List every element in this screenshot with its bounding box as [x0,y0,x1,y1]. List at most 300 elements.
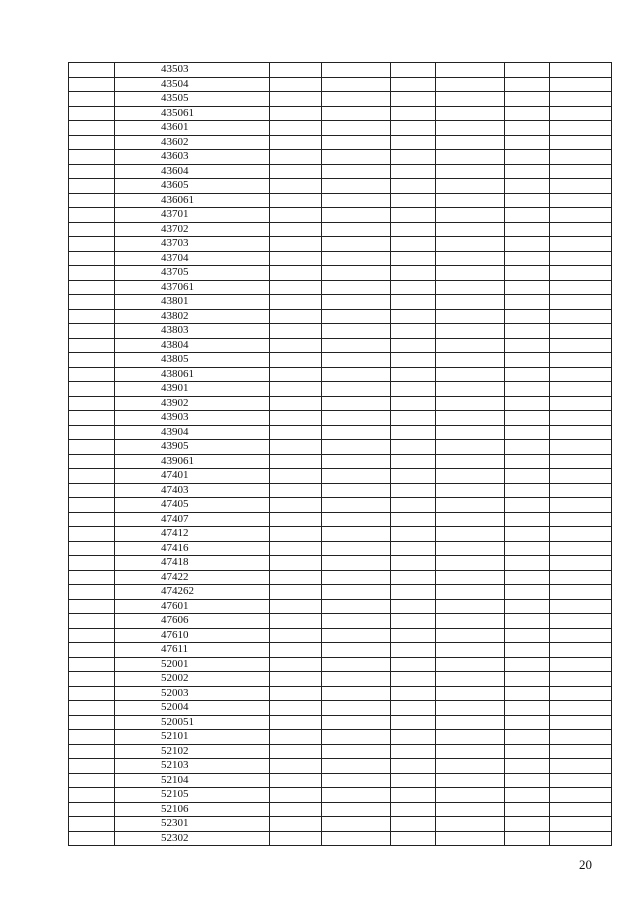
empty-cell [436,266,505,281]
empty-cell [322,498,391,513]
empty-cell [270,643,322,658]
account-code-cell: 520051 [115,715,270,730]
empty-cell [505,599,550,614]
table-row [69,222,612,237]
empty-cell [550,454,612,469]
empty-cell [322,266,391,281]
empty-cell [391,440,436,455]
account-code-cell: 47401 [115,469,270,484]
table-row [69,788,612,803]
table-row [69,831,612,846]
table-row [69,63,612,78]
empty-cell [322,77,391,92]
table-row [69,367,612,382]
table-row [69,338,612,353]
empty-cell [505,570,550,585]
empty-cell [436,121,505,136]
table-row [69,512,612,527]
empty-cell [505,585,550,600]
table-row [69,570,612,585]
empty-cell [550,179,612,194]
empty-cell [391,614,436,629]
account-code-cell: 43905 [115,440,270,455]
account-code-table [68,62,612,846]
empty-cell [270,251,322,266]
empty-cell [505,788,550,803]
empty-cell [391,295,436,310]
empty-cell [69,309,115,324]
empty-cell [69,237,115,252]
empty-cell [270,686,322,701]
empty-cell [322,251,391,266]
empty-cell [436,251,505,266]
empty-cell [505,730,550,745]
empty-cell [391,179,436,194]
empty-cell [505,92,550,107]
empty-cell [322,483,391,498]
empty-cell [270,295,322,310]
empty-cell [391,454,436,469]
empty-cell [69,744,115,759]
empty-cell [69,454,115,469]
empty-cell [322,657,391,672]
empty-cell [436,556,505,571]
empty-cell [69,715,115,730]
empty-cell [505,353,550,368]
empty-cell [69,570,115,585]
empty-cell [436,570,505,585]
account-code-cell: 43902 [115,396,270,411]
empty-cell [505,411,550,426]
empty-cell [391,527,436,542]
empty-cell [505,759,550,774]
empty-cell [436,208,505,223]
empty-cell [505,773,550,788]
table-row [69,411,612,426]
empty-cell [69,280,115,295]
empty-cell [69,657,115,672]
empty-cell [69,353,115,368]
empty-cell [322,237,391,252]
empty-cell [322,150,391,165]
empty-cell [391,353,436,368]
empty-cell [436,396,505,411]
empty-cell [436,585,505,600]
account-code-cell: 43704 [115,251,270,266]
empty-cell [69,208,115,223]
empty-cell [550,817,612,832]
empty-cell [270,715,322,730]
table-row [69,686,612,701]
table-row [69,309,612,324]
empty-cell [270,63,322,78]
empty-cell [436,672,505,687]
empty-cell [69,686,115,701]
empty-cell [270,672,322,687]
account-code-cell: 47418 [115,556,270,571]
empty-cell [505,527,550,542]
empty-cell [436,150,505,165]
empty-cell [322,454,391,469]
account-code-cell: 43705 [115,266,270,281]
empty-cell [69,367,115,382]
empty-cell [505,831,550,846]
empty-cell [436,425,505,440]
table-row [69,382,612,397]
empty-cell [505,106,550,121]
table-row [69,106,612,121]
table-row [69,280,612,295]
account-code-cell: 47610 [115,628,270,643]
empty-cell [322,730,391,745]
empty-cell [322,469,391,484]
empty-cell [550,237,612,252]
empty-cell [550,251,612,266]
empty-cell [436,469,505,484]
empty-cell [391,730,436,745]
empty-cell [550,831,612,846]
empty-cell [550,570,612,585]
empty-cell [436,92,505,107]
empty-cell [270,469,322,484]
account-code-cell: 47606 [115,614,270,629]
empty-cell [505,382,550,397]
table-row [69,817,612,832]
empty-cell [505,179,550,194]
empty-cell [436,179,505,194]
empty-cell [505,266,550,281]
empty-cell [391,643,436,658]
empty-cell [69,585,115,600]
empty-cell [270,570,322,585]
empty-cell [505,338,550,353]
empty-cell [391,164,436,179]
empty-cell [69,135,115,150]
empty-cell [550,686,612,701]
account-code-cell: 47412 [115,527,270,542]
empty-cell [69,628,115,643]
account-code-cell: 52302 [115,831,270,846]
empty-cell [270,788,322,803]
table-row [69,324,612,339]
empty-cell [391,512,436,527]
empty-cell [505,657,550,672]
empty-cell [436,454,505,469]
empty-cell [505,686,550,701]
empty-cell [270,382,322,397]
empty-cell [505,715,550,730]
empty-cell [69,701,115,716]
empty-cell [69,773,115,788]
empty-cell [505,237,550,252]
empty-cell [436,382,505,397]
empty-cell [270,150,322,165]
empty-cell [550,498,612,513]
empty-cell [69,77,115,92]
empty-cell [391,773,436,788]
empty-cell [550,773,612,788]
account-code-cell: 52004 [115,701,270,716]
empty-cell [270,77,322,92]
empty-cell [270,744,322,759]
empty-cell [322,121,391,136]
empty-cell [391,715,436,730]
empty-cell [69,599,115,614]
empty-cell [69,222,115,237]
empty-cell [69,106,115,121]
empty-cell [505,164,550,179]
table-body [69,63,612,846]
account-code-cell: 43904 [115,425,270,440]
empty-cell [391,280,436,295]
empty-cell [550,135,612,150]
empty-cell [436,193,505,208]
empty-cell [322,585,391,600]
empty-cell [322,672,391,687]
table-row [69,527,612,542]
empty-cell [550,382,612,397]
account-code-cell: 52003 [115,686,270,701]
empty-cell [505,324,550,339]
table-row [69,469,612,484]
empty-cell [69,338,115,353]
account-code-cell: 438061 [115,367,270,382]
empty-cell [270,280,322,295]
empty-cell [505,744,550,759]
table-row [69,628,612,643]
table-row [69,251,612,266]
empty-cell [69,193,115,208]
account-code-cell: 43804 [115,338,270,353]
empty-cell [436,759,505,774]
empty-cell [391,309,436,324]
empty-cell [550,396,612,411]
empty-cell [69,295,115,310]
account-code-cell: 474262 [115,585,270,600]
empty-cell [436,657,505,672]
empty-cell [270,730,322,745]
empty-cell [69,556,115,571]
account-code-cell: 52102 [115,744,270,759]
empty-cell [391,701,436,716]
empty-cell [322,179,391,194]
empty-cell [391,193,436,208]
empty-cell [270,498,322,513]
empty-cell [505,541,550,556]
empty-cell [69,498,115,513]
empty-cell [550,266,612,281]
empty-cell [436,309,505,324]
empty-cell [270,454,322,469]
empty-cell [391,121,436,136]
empty-cell [322,773,391,788]
empty-cell [270,657,322,672]
empty-cell [69,179,115,194]
empty-cell [550,657,612,672]
empty-cell [322,135,391,150]
empty-cell [436,686,505,701]
empty-cell [505,454,550,469]
empty-cell [505,251,550,266]
account-code-cell: 43602 [115,135,270,150]
table-row [69,614,612,629]
table-row [69,657,612,672]
table-row [69,730,612,745]
empty-cell [270,701,322,716]
empty-cell [391,367,436,382]
empty-cell [270,367,322,382]
empty-cell [436,614,505,629]
table-row [69,556,612,571]
empty-cell [436,222,505,237]
empty-cell [391,628,436,643]
empty-cell [391,324,436,339]
empty-cell [270,179,322,194]
table-row [69,295,612,310]
empty-cell [436,498,505,513]
empty-cell [322,599,391,614]
empty-cell [270,92,322,107]
account-code-cell: 43605 [115,179,270,194]
empty-cell [270,614,322,629]
empty-cell [505,193,550,208]
table-row [69,164,612,179]
table-row [69,396,612,411]
empty-cell [550,309,612,324]
empty-cell [270,817,322,832]
empty-cell [322,208,391,223]
empty-cell [391,802,436,817]
empty-cell [391,92,436,107]
empty-cell [270,831,322,846]
empty-cell [69,396,115,411]
table-row [69,599,612,614]
empty-cell [391,788,436,803]
empty-cell [69,251,115,266]
empty-cell [322,106,391,121]
empty-cell [270,440,322,455]
account-code-cell: 47611 [115,643,270,658]
empty-cell [391,817,436,832]
empty-cell [436,367,505,382]
empty-cell [436,324,505,339]
empty-cell [69,788,115,803]
empty-cell [391,382,436,397]
empty-cell [69,440,115,455]
empty-cell [270,599,322,614]
empty-cell [69,759,115,774]
empty-cell [436,541,505,556]
empty-cell [436,773,505,788]
account-code-cell: 52105 [115,788,270,803]
empty-cell [505,121,550,136]
empty-cell [505,208,550,223]
account-code-cell: 43702 [115,222,270,237]
empty-cell [69,541,115,556]
empty-cell [505,483,550,498]
table-row [69,498,612,513]
table-row [69,643,612,658]
empty-cell [550,164,612,179]
account-code-cell: 47416 [115,541,270,556]
empty-cell [436,295,505,310]
account-code-cell: 43504 [115,77,270,92]
empty-cell [436,744,505,759]
empty-cell [550,295,612,310]
empty-cell [391,266,436,281]
empty-cell [436,715,505,730]
empty-cell [436,353,505,368]
account-code-cell: 47407 [115,512,270,527]
empty-cell [69,483,115,498]
empty-cell [69,121,115,136]
empty-cell [270,802,322,817]
empty-cell [505,469,550,484]
empty-cell [69,831,115,846]
empty-cell [270,353,322,368]
empty-cell [322,164,391,179]
empty-cell [322,831,391,846]
empty-cell [436,817,505,832]
empty-cell [550,483,612,498]
empty-cell [322,396,391,411]
empty-cell [505,643,550,658]
empty-cell [436,512,505,527]
empty-cell [391,237,436,252]
account-code-cell: 52002 [115,672,270,687]
empty-cell [550,759,612,774]
empty-cell [550,643,612,658]
empty-cell [322,686,391,701]
empty-cell [505,440,550,455]
empty-cell [436,77,505,92]
account-code-cell: 43901 [115,382,270,397]
empty-cell [270,483,322,498]
empty-cell [270,237,322,252]
empty-cell [550,425,612,440]
account-code-cell: 52101 [115,730,270,745]
account-code-cell: 436061 [115,193,270,208]
empty-cell [436,788,505,803]
empty-cell [270,208,322,223]
empty-cell [69,469,115,484]
empty-cell [322,367,391,382]
empty-cell [436,483,505,498]
empty-cell [550,77,612,92]
account-code-cell: 435061 [115,106,270,121]
empty-cell [550,585,612,600]
empty-cell [505,367,550,382]
table-row [69,672,612,687]
empty-cell [436,164,505,179]
empty-cell [505,280,550,295]
account-code-cell: 43801 [115,295,270,310]
empty-cell [550,338,612,353]
empty-cell [505,817,550,832]
empty-cell [270,193,322,208]
account-code-cell: 47405 [115,498,270,513]
empty-cell [270,773,322,788]
empty-cell [505,556,550,571]
empty-cell [436,338,505,353]
empty-cell [505,295,550,310]
empty-cell [391,541,436,556]
empty-cell [322,63,391,78]
empty-cell [322,309,391,324]
account-code-cell: 43603 [115,150,270,165]
table-row [69,744,612,759]
empty-cell [391,425,436,440]
